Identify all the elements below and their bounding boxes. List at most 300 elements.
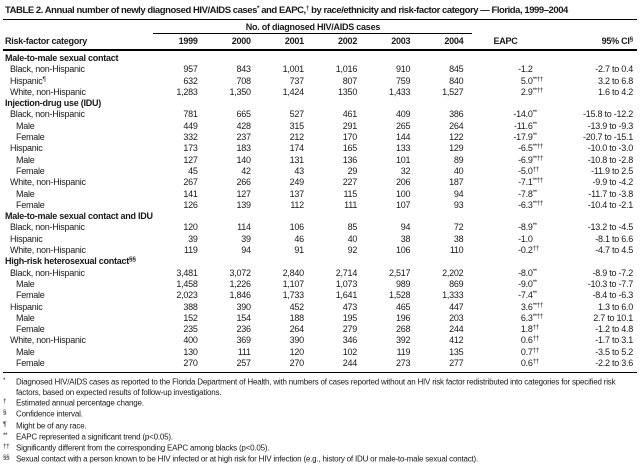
ci-cell: -1.2 to 4.8 — [595, 324, 633, 335]
ci-cell: -11.7 to -3.8 — [588, 188, 633, 199]
ci-cell: -15.8 to -12.2 — [582, 109, 633, 120]
ci-cell: 2.7 to 10.1 — [593, 312, 633, 323]
year-value-cell: 2,202 — [442, 267, 464, 278]
footnote — [3, 408, 637, 419]
eapc-cell: -6.9**†† — [518, 154, 543, 165]
ci-cell: 1.6 to 4.2 — [597, 86, 633, 97]
table-row — [3, 143, 637, 154]
year-value-cell: 2,714 — [335, 267, 358, 278]
year-value-cell: 244 — [449, 324, 464, 335]
category-cell: Hispanic — [10, 233, 43, 244]
eapc-value: -0.2 — [518, 245, 533, 256]
year-value-cell: 174 — [289, 143, 304, 154]
eapc-value: -7.1 — [518, 177, 533, 188]
eapc-cell: -9.0** — [518, 278, 537, 289]
category-cell: Hispanic — [10, 143, 43, 154]
table-row — [3, 64, 637, 75]
eapc-cell: 0.6†† — [520, 358, 539, 369]
year-value-cell: 840 — [449, 75, 464, 86]
category-cell: Female — [16, 165, 45, 176]
title-text: TABLE 2. Annual number of newly diagnosed HIV/AIDS cases — [5, 5, 257, 16]
ci-cell: -1.7 to 3.1 — [595, 335, 633, 346]
footnote-text: EAPC represented a significant trend (p<0.05). — [16, 432, 173, 442]
year-value-cell: 107 — [395, 199, 411, 210]
eapc-cell: 5.0**†† — [520, 75, 543, 86]
year-value-cell: 1,226 — [229, 278, 251, 289]
category-cell: Hispanic — [10, 301, 43, 312]
category-cell: White, non-Hispanic — [10, 177, 86, 188]
category-cell: Black, non-Hispanic — [10, 222, 85, 233]
year-value-cell: 279 — [342, 324, 358, 335]
footnote-text: Sexual contact with a person known to be HIV infected or at high risk for HIV infection (e.g., history of IDU or male-to-male sexual contact). — [16, 454, 479, 464]
footnote-marker: * — [3, 377, 6, 385]
year-value-cell: 122 — [449, 132, 464, 143]
year-value-cell: 452 — [289, 301, 304, 312]
year-value-cell: 845 — [449, 64, 464, 75]
year-value-cell: 449 — [183, 120, 198, 131]
year-value-cell: 72 — [453, 222, 464, 233]
year-value-cell: 527 — [289, 109, 304, 120]
ci-cell: 3.2 to 6.8 — [597, 75, 633, 86]
section-label: High-risk heterosexual contact§§ — [5, 256, 136, 267]
eapc-value: -6.3 — [518, 199, 533, 210]
col-header-1999: 1999 — [153, 34, 206, 51]
eapc-cell: -7.4** — [518, 290, 537, 301]
year-value-cell: 465 — [395, 301, 411, 312]
year-value-cell: 111 — [344, 199, 358, 210]
year-value-cell: 1,283 — [176, 86, 198, 97]
year-value-cell: 120 — [183, 222, 198, 233]
year-value-cell: 1,016 — [335, 64, 358, 75]
year-value-cell: 632 — [183, 75, 198, 86]
eapc-value: 0.6 — [520, 335, 533, 346]
year-value-cell: 38 — [400, 233, 411, 244]
eapc-cell — [472, 234, 548, 245]
year-value-cell: 137 — [289, 188, 304, 199]
eapc-value: -14.0 — [513, 109, 533, 120]
year-value-cell: 264 — [289, 324, 304, 335]
year-value-cell: 759 — [395, 75, 411, 86]
year-value-cell: 188 — [289, 312, 304, 323]
category-cell: Female — [16, 324, 45, 335]
title-footnote-marker-dagger: † — [305, 5, 309, 12]
table-row — [3, 76, 637, 87]
year-value-cell: 388 — [183, 301, 198, 312]
year-value-cell: 141 — [183, 188, 198, 199]
eapc-cell: 2.9**†† — [520, 86, 543, 97]
year-value-cell: 392 — [395, 335, 411, 346]
eapc-cell: -7.1**†† — [518, 177, 543, 188]
year-value-cell: 165 — [342, 143, 358, 154]
category-cell: Female — [16, 290, 45, 301]
eapc-cell: -11.6** — [514, 120, 537, 131]
eapc-value: 3.6 — [520, 301, 533, 312]
ci-cell: -2.7 to 0.4 — [595, 64, 633, 75]
year-value-cell: 461 — [342, 109, 358, 120]
table-row — [3, 347, 637, 358]
year-value-cell: 807 — [342, 75, 358, 86]
year-value-cell: 400 — [183, 335, 198, 346]
ci-header-footnote-marker: § — [629, 36, 633, 43]
year-value-cell: 112 — [290, 199, 304, 210]
category-cell: Black, non-Hispanic — [10, 64, 85, 75]
year-value-cell: 1,641 — [335, 290, 358, 301]
footnote — [3, 420, 637, 431]
section-row — [3, 98, 637, 109]
title-footnote-marker-asterisk: * — [256, 5, 260, 12]
footnote-marker: ¶ — [3, 420, 6, 428]
year-value-cell: 45 — [188, 165, 198, 176]
col-header-2004: 2004 — [419, 34, 472, 51]
footnote-marker: †† — [3, 443, 10, 451]
year-value-cell: 43 — [294, 165, 304, 176]
year-value-cell: 989 — [395, 278, 411, 289]
year-value-cell: 39 — [188, 233, 198, 244]
ci-cell: -13.2 to -4.5 — [587, 222, 633, 233]
year-value-cell: 93 — [453, 199, 464, 210]
year-value-cell: 94 — [453, 188, 464, 199]
year-value-cell: 110 — [449, 245, 464, 256]
eapc-cell: 0.7†† — [520, 346, 539, 357]
ci-cell: -10.8 to -2.8 — [587, 154, 633, 165]
eapc-value: -6.9 — [518, 154, 533, 165]
eapc-value: 2.9 — [520, 86, 533, 97]
eapc-cell: -7.8** — [518, 188, 537, 199]
column-header-row — [3, 34, 637, 51]
col-header-2000: 2000 — [207, 34, 260, 51]
eapc-cell — [472, 64, 548, 75]
year-value-cell: 1,433 — [388, 86, 411, 97]
year-value-cell: 291 — [342, 120, 358, 131]
footnote — [3, 442, 637, 453]
table-row — [3, 234, 637, 245]
ci-header-text: 95% CI — [601, 36, 630, 46]
category-cell: Hispanic¶ — [10, 75, 46, 86]
year-value-cell: 89 — [453, 154, 464, 165]
year-value-cell: 111 — [237, 346, 251, 357]
col-header-2002: 2002 — [313, 34, 366, 51]
eapc-value: -7.8 — [518, 188, 533, 199]
footnote-text: Significantly different from the corresponding EAPC among blacks (p<0.05). — [16, 443, 270, 453]
category-cell: Male — [16, 312, 35, 323]
footnote-marker: † — [3, 398, 7, 406]
table-title — [3, 4, 637, 20]
table-row — [3, 324, 637, 335]
year-value-cell: 40 — [453, 165, 464, 176]
year-value-cell: 39 — [241, 233, 251, 244]
footnote — [3, 431, 637, 442]
spacer-cell — [472, 20, 548, 34]
year-value-cell: 270 — [289, 358, 304, 369]
ci-cell: -9.9 to -4.2 — [592, 177, 633, 188]
year-value-cell: 270 — [183, 358, 198, 369]
category-cell: Male — [16, 154, 35, 165]
year-value-cell: 106 — [395, 245, 411, 256]
year-value-cell: 127 — [236, 188, 251, 199]
year-value-cell: 1,527 — [442, 86, 464, 97]
footnote — [3, 376, 637, 397]
category-cell: Male — [16, 278, 35, 289]
year-value-cell: 2,023 — [176, 290, 198, 301]
year-value-cell: 277 — [449, 358, 464, 369]
eapc-value: -11.6 — [514, 120, 533, 131]
year-value-cell: 170 — [342, 132, 358, 143]
eapc-cell: -6.3**†† — [518, 199, 543, 210]
year-value-cell: 46 — [294, 233, 304, 244]
year-value-cell: 244 — [342, 358, 358, 369]
category-cell: Male — [16, 188, 35, 199]
year-value-cell: 129 — [449, 143, 464, 154]
category-cell: Black, non-Hispanic — [10, 109, 85, 120]
year-value-cell: 1,846 — [229, 290, 251, 301]
year-value-cell: 2,517 — [388, 267, 411, 278]
year-value-cell: 3,481 — [176, 267, 198, 278]
eapc-value: -7.4 — [518, 290, 533, 301]
year-value-cell: 196 — [395, 312, 411, 323]
year-value-cell: 428 — [236, 120, 251, 131]
ci-cell: -10.3 to -7.7 — [587, 278, 633, 289]
col-header-2001: 2001 — [260, 34, 313, 51]
eapc-cell: -17.9** — [513, 132, 537, 143]
year-value-cell: 781 — [183, 109, 198, 120]
year-value-cell: 1,350 — [229, 86, 251, 97]
table-row — [3, 279, 637, 290]
table-row — [3, 302, 637, 313]
year-value-cell: 1,424 — [282, 86, 304, 97]
footnotes — [3, 372, 637, 464]
year-value-cell: 119 — [184, 245, 198, 256]
eapc-value: -8.0 — [518, 267, 533, 278]
year-value-cell: 154 — [236, 312, 251, 323]
table-row — [3, 200, 637, 211]
ci-cell: -20.7 to -15.1 — [582, 132, 633, 143]
year-value-cell: 203 — [449, 312, 464, 323]
year-value-cell: 957 — [183, 64, 198, 75]
eapc-cell: 0.6†† — [520, 335, 539, 346]
year-value-cell: 1,333 — [442, 290, 464, 301]
table-row — [3, 132, 637, 143]
eapc-cell: -8.9** — [518, 222, 537, 233]
eapc-value: -17.9 — [513, 132, 533, 143]
year-value-cell: 1350 — [338, 86, 358, 97]
ci-cell: -4.7 to 4.5 — [595, 245, 633, 256]
year-value-cell: 102 — [342, 346, 358, 357]
year-value-cell: 131 — [289, 154, 304, 165]
section-label: Injection-drug use (IDU) — [5, 98, 101, 109]
year-value-cell: 1,458 — [176, 278, 198, 289]
year-value-cell: 38 — [453, 233, 464, 244]
year-value-cell: 126 — [183, 199, 198, 210]
category-cell: Female — [16, 199, 45, 210]
table-row — [3, 189, 637, 200]
footnote-marker: § — [3, 409, 7, 417]
footnote-text: Confidence interval. — [16, 409, 83, 419]
year-value-cell: 386 — [449, 109, 464, 120]
year-value-cell: 346 — [342, 335, 358, 346]
year-value-cell: 3,072 — [229, 267, 251, 278]
footnote-marker: §§ — [3, 454, 10, 462]
year-value-cell: 1,528 — [388, 290, 411, 301]
ci-cell: -3.5 to 5.2 — [595, 346, 633, 357]
section-row — [3, 256, 637, 267]
ci-cell: -8.9 to -7.2 — [592, 267, 633, 278]
section-row — [3, 211, 637, 222]
table-row — [3, 87, 637, 98]
ci-cell: -10.4 to -2.1 — [587, 199, 633, 210]
year-value-cell: 139 — [236, 199, 251, 210]
year-value-cell: 843 — [236, 64, 251, 75]
ci-cell: -11.9 to 2.5 — [591, 165, 633, 176]
section-label: Male-to-male sexual contact and IDU — [5, 211, 153, 222]
year-value-cell: 236 — [236, 324, 251, 335]
year-value-cell: 100 — [395, 188, 411, 199]
year-value-cell: 708 — [236, 75, 251, 86]
category-cell: Black, non-Hispanic — [10, 267, 85, 278]
title-text: by race/ethnicity and risk-factor category — Florida, 1999–2004 — [308, 5, 568, 16]
table-row — [3, 268, 637, 279]
year-value-cell: 130 — [183, 346, 198, 357]
eapc-value: 5.0 — [520, 75, 533, 86]
year-value-cell: 94 — [400, 222, 411, 233]
footnote — [3, 397, 637, 408]
year-value-cell: 257 — [236, 358, 251, 369]
year-value-cell: 412 — [449, 335, 464, 346]
eapc-value: -6.5 — [518, 143, 533, 154]
table-row — [3, 109, 637, 120]
year-value-cell: 114 — [237, 222, 251, 233]
year-value-cell: 183 — [236, 143, 251, 154]
col-header-2003: 2003 — [366, 34, 419, 51]
category-cell: Male — [16, 346, 35, 357]
year-value-cell: 332 — [183, 132, 198, 143]
title-text: and EAPC, — [259, 5, 306, 16]
year-value-cell: 119 — [396, 346, 411, 357]
col-header-eapc: EAPC — [472, 34, 548, 51]
ci-cell: -13.9 to -9.3 — [587, 120, 633, 131]
year-value-cell: 127 — [183, 154, 198, 165]
ci-cell: 1.3 to 6.0 — [597, 301, 633, 312]
spacer-cell — [3, 20, 153, 34]
year-value-cell: 273 — [395, 358, 411, 369]
year-value-cell: 94 — [241, 245, 251, 256]
footnote-text: Might be of any race. — [16, 421, 87, 431]
table-row — [3, 222, 637, 233]
eapc-value: 0.6 — [520, 358, 533, 369]
section-label: Male-to-male sexual contact — [5, 53, 119, 63]
table-row — [3, 155, 637, 166]
category-cell: White, non-Hispanic — [10, 245, 86, 256]
year-value-cell: 237 — [236, 132, 251, 143]
year-value-cell: 92 — [347, 245, 358, 256]
year-value-cell: 473 — [342, 301, 358, 312]
eapc-cell: -8.0** — [518, 267, 537, 278]
eapc-value: -9.0 — [518, 278, 533, 289]
ci-cell: -10.0 to -3.0 — [587, 143, 633, 154]
table-body — [3, 50, 637, 369]
ci-cell: -2.2 to 3.6 — [595, 358, 633, 369]
year-value-cell: 1,001 — [282, 64, 304, 75]
year-value-cell: 42 — [241, 165, 251, 176]
year-value-cell: 1,073 — [335, 278, 358, 289]
category-cell: White, non-Hispanic — [10, 335, 86, 346]
category-cell: Female — [16, 358, 45, 369]
year-value-cell: 665 — [236, 109, 251, 120]
section-row — [3, 50, 637, 64]
year-value-cell: 140 — [236, 154, 251, 165]
eapc-value: 1.8 — [520, 324, 533, 335]
year-value-cell: 264 — [449, 120, 464, 131]
year-value-cell: 173 — [183, 143, 198, 154]
year-value-cell: 235 — [183, 324, 198, 335]
table-row — [3, 245, 637, 256]
section-footnote-marker: §§ — [129, 256, 136, 264]
category-cell: White, non-Hispanic — [10, 86, 86, 97]
year-value-cell: 135 — [449, 346, 464, 357]
year-value-cell: 106 — [289, 222, 304, 233]
span-header: No. of diagnosed HIV/AIDS cases — [153, 20, 472, 34]
ci-cell: -8.4 to -6.3 — [592, 290, 633, 301]
eapc-cell: 6.3**†† — [520, 312, 543, 323]
eapc-value: -5.0 — [518, 165, 533, 176]
footnote-text: Diagnosed HIV/AIDS cases as reported to the Florida Department of Health, with numbers of cases reported without an HIV risk factor redistributed into categories for specified risk factors, based on expected results of follow-up investigations. — [16, 377, 616, 397]
year-value-cell: 144 — [395, 132, 411, 143]
year-value-cell: 120 — [289, 346, 304, 357]
eapc-cell: 1.8†† — [520, 324, 539, 335]
table-row — [3, 166, 637, 177]
table-row — [3, 335, 637, 346]
year-value-cell: 115 — [343, 188, 358, 199]
year-value-cell: 869 — [449, 278, 464, 289]
eapc-value: 6.3 — [520, 312, 533, 323]
table-row — [3, 358, 637, 369]
year-value-cell: 1,733 — [282, 290, 304, 301]
footnote-marker: ** — [3, 431, 8, 439]
category-cell: Female — [16, 132, 45, 143]
category-cell: Male — [16, 120, 35, 131]
eapc-cell: -6.5**†† — [518, 143, 543, 154]
year-value-cell: 369 — [236, 335, 251, 346]
category-footnote-marker: ¶ — [42, 75, 46, 83]
year-value-cell: 2,840 — [282, 267, 304, 278]
eapc-value: 0.7 — [520, 346, 533, 357]
footnote — [3, 453, 637, 464]
year-value-cell: 136 — [342, 154, 358, 165]
year-value-cell: 187 — [449, 177, 464, 188]
year-value-cell: 212 — [289, 132, 304, 143]
year-value-cell: 315 — [289, 120, 304, 131]
year-value-cell: 249 — [289, 177, 304, 188]
year-value-cell: 29 — [347, 165, 358, 176]
eapc-cell: -0.2†† — [518, 245, 539, 256]
year-value-cell: 101 — [395, 154, 411, 165]
col-header-category: Risk-factor category — [3, 34, 153, 51]
year-value-cell: 447 — [449, 301, 464, 312]
col-header-ci — [549, 34, 637, 51]
eapc-value: -8.9 — [518, 222, 533, 233]
eapc-cell: -14.0** — [513, 109, 537, 120]
ci-cell: -8.1 to 6.6 — [595, 233, 633, 244]
table-row — [3, 177, 637, 188]
year-value-cell: 206 — [395, 177, 411, 188]
eapc-cell: -5.0†† — [518, 165, 539, 176]
year-value-cell: 390 — [236, 301, 251, 312]
year-value-cell: 390 — [289, 335, 304, 346]
year-value-cell: 1,107 — [282, 278, 304, 289]
table-row — [3, 313, 637, 324]
year-value-cell: 265 — [395, 120, 411, 131]
year-value-cell: 40 — [347, 233, 358, 244]
year-value-cell: 409 — [395, 109, 411, 120]
